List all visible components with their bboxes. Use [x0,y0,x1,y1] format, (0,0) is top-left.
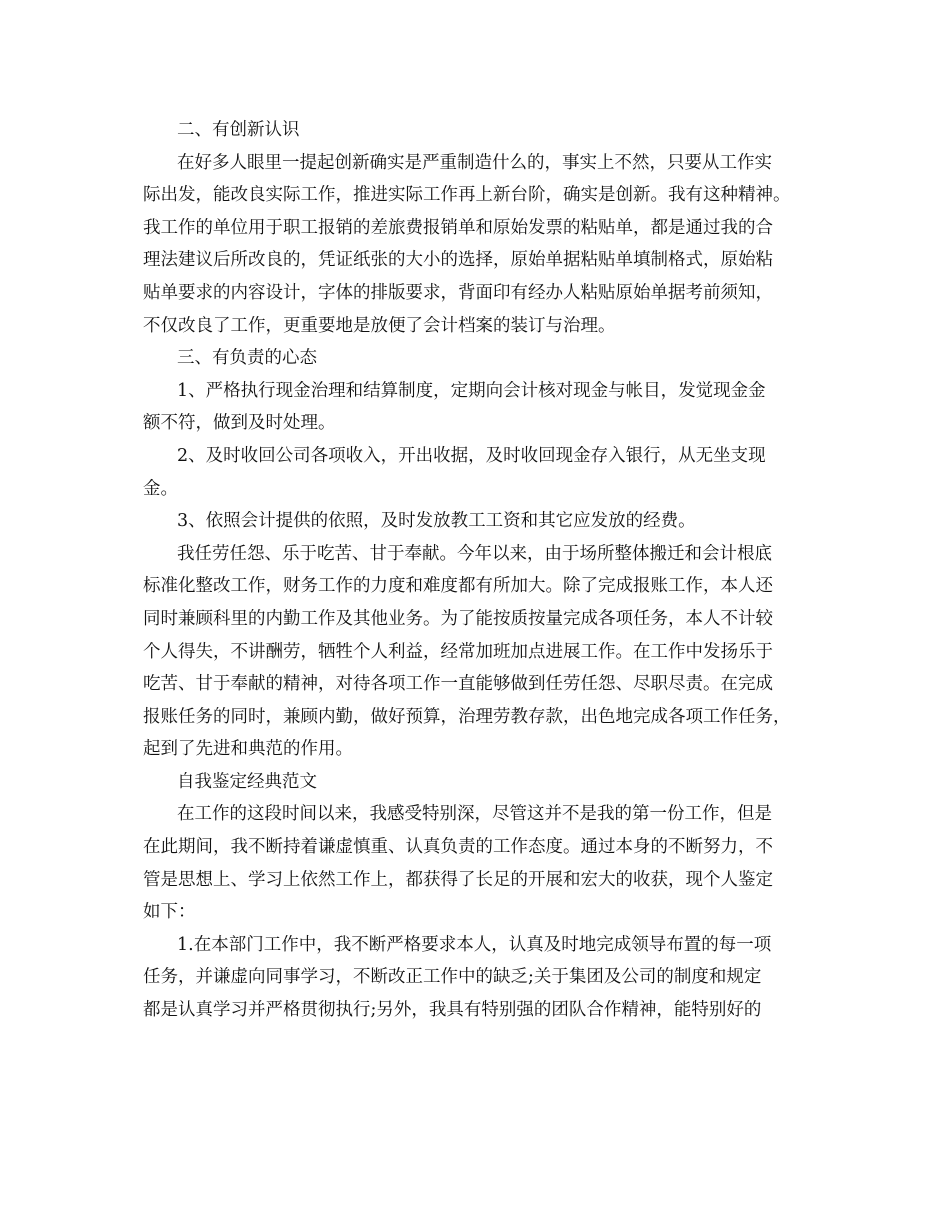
paragraph-item-3 [143,505,823,538]
heading-responsibility [143,342,823,375]
text-line: 额不符，做到及时处理。 [143,413,336,434]
text-line: 不仅改良了工作，更重要地是放便了会计档案的装订与治理。 [143,315,616,336]
heading-self-assessment [143,766,823,799]
text-line: 如下： [143,902,196,923]
text-line: 报账任务的同时，兼顾内勤，做好预算，治理劳教存款，出色地完成各项工作任务， [143,706,791,727]
text-line: 管是思想上、学习上依然工作上，都获得了长足的开展和宏大的收获，现个人鉴定 [143,869,773,890]
text-line: 我工作的单位用于职工报销的差旅费报销单和原始发票的粘贴单，都是通过我的合 [143,217,773,238]
text-line: 理法建议后所改良的，凭证纸张的大小的选择，原始单据粘贴单填制格式，原始粘 [143,250,773,271]
text-line: 二、有创新认识 [177,120,300,140]
text-line: 在好多人眼里一提起创新确实是严重制造什么的，事实上不然，只要从工作实 [177,152,772,173]
heading-innovation [143,114,823,147]
text-line: 1.在本部门工作中，我不断严格要求本人，认真及时地完成领导布置的每一项 [177,934,772,955]
text-line: 吃苦、甘于奉献的精神，对待各项工作一直能够做到任劳任怨、尽职尽责。在完成 [143,674,773,695]
paragraph-innovation [143,147,823,343]
paragraph-item-1 [143,375,823,440]
paragraph-self-assessment [143,798,823,928]
text-line: 同时兼顾科里的内勤工作及其他业务。为了能按质按量完成各项任务，本人不计较 [143,608,773,629]
text-line: 任务，并谦虚向同事学习，不断改正工作中的缺乏;关于集团及公司的制度和规定 [143,967,762,988]
paragraph-department-work [143,929,823,1027]
text-line: 起到了先进和典范的作用。 [143,739,353,760]
text-line: 3、依照会计提供的依照，及时发放教工工资和其它应发放的经费。 [177,511,696,532]
text-line: 金。 [143,478,178,499]
text-line: 都是认真学习并严格贯彻执行;另外，我具有特别强的团队合作精神，能特别好的 [143,1000,762,1021]
text-line: 自我鉴定经典范文 [177,771,317,792]
text-line: 在此期间，我不断持着谦虚慎重、认真负责的工作态度。通过本身的不断努力，不 [143,837,773,858]
text-line: 三、有负责的心态 [177,348,317,369]
text-line: 2、及时收回公司各项收入，开出收据，及时收回现金存入银行，从无坐支现 [177,445,766,466]
text-line: 1、严格执行现金治理和结算制度，定期向会计核对现金与帐目，发觉现金金 [177,380,766,401]
text-line: 在工作的这段时间以来，我感受特别深，尽管这并不是我的第一份工作，但是 [177,804,772,825]
text-line: 我任劳任怨、乐于吃苦、甘于奉献。今年以来，由于场所整体搬迁和会计根底 [177,543,772,564]
paragraph-item-2 [143,440,823,505]
document-body [143,114,823,1027]
text-line: 个人得失，不讲酬劳，牺牲个人利益，经常加班加点进展工作。在工作中发扬乐于 [143,641,773,662]
text-line: 际出发，能改良实际工作，推进实际工作再上新台阶，确实是创新。我有这种精神。 [143,185,791,206]
text-line: 标准化整改工作，财务工作的力度和难度都有所加大。除了完成报账工作，本人还 [143,576,773,597]
paragraph-dedication [143,538,823,766]
text-line: 贴单要求的内容设计，字体的排版要求，背面印有经办人粘贴原始单据考前须知， [143,282,773,303]
